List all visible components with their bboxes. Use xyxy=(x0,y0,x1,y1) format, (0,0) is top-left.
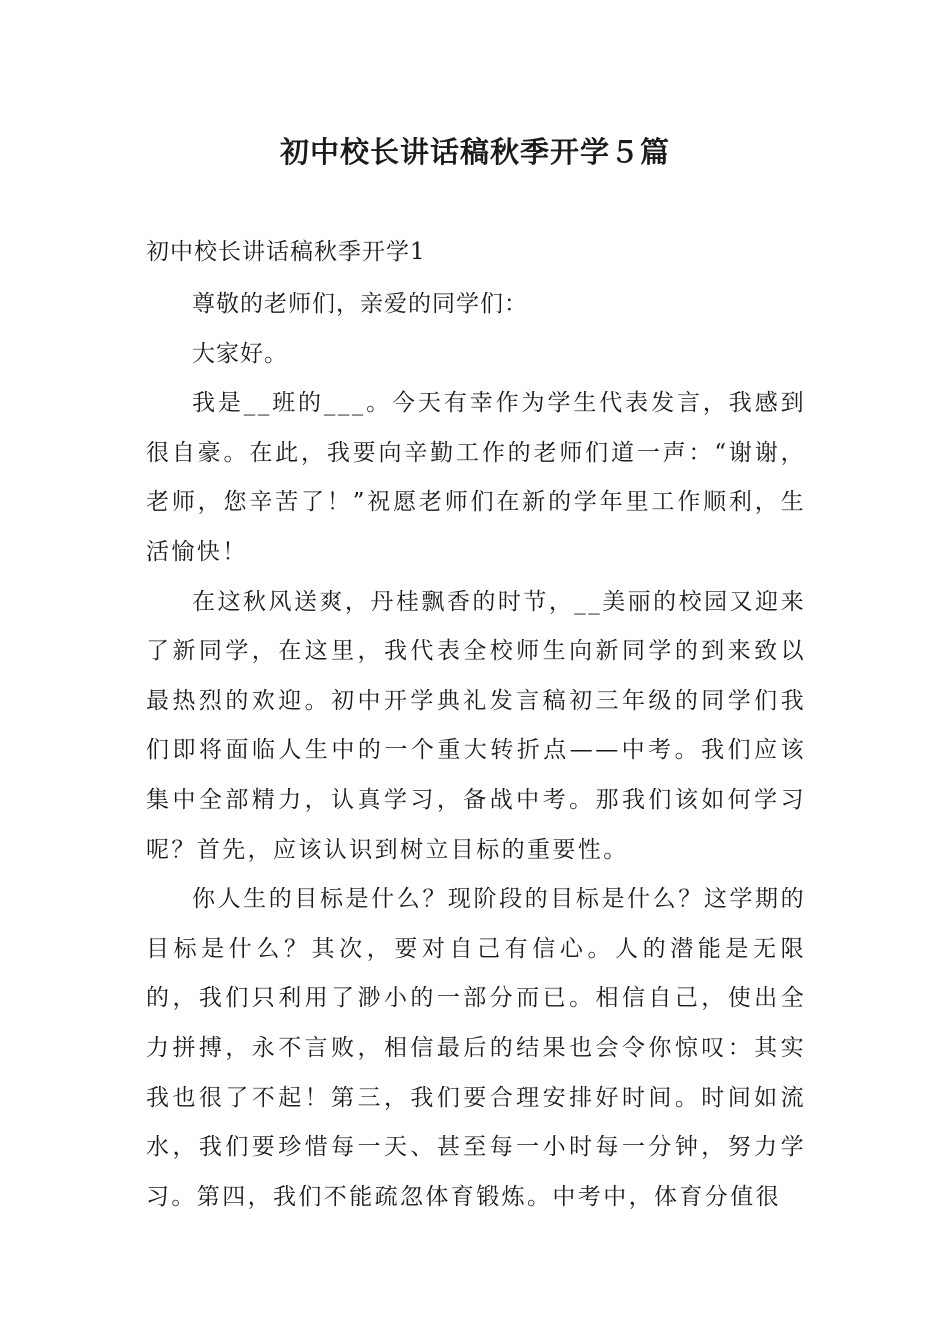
paragraph: 我是__班的___。今天有幸作为学生代表发言，我感到很自豪。在此，我要向辛勤工作的老师们道一声：“谢谢，老师，您辛苦了！”祝愿老师们在新的学年里工作顺利，生活愉快！ xyxy=(146,390,806,565)
document-title: 初中校长讲话稿秋季开学５篇 xyxy=(279,135,670,169)
paragraph: 在这秋风送爽，丹桂飘香的时节，__美丽的校园又迎来了新同学，在这里，我代表全校师生向新同学的到来致以最热烈的欢迎。初中开学典礼发言稿初三年级的同学们我们即将面临人生中的一个重大转折点——中考。我们应该集中全部精力，认真学习，备战中考。那我们该如何学习呢？首先，应该认识到树立目标的重要性。 xyxy=(146,588,806,863)
paragraph-salutation: 尊敬的老师们，亲爱的同学们： xyxy=(192,291,528,317)
paragraph: 你人生的目标是什么？现阶段的目标是什么？这学期的目标是什么？其次，要对自己有信心。人的潜能是无限的，我们只利用了渺小的一部分而已。相信自己，使出全力拼搏，永不言败，相信最后的结果也会令你惊叹：其实我也很了不起！第三，我们要合理安排好时间。时间如流水，我们要珍惜每一天、甚至每一小时每一分钟，努力学习。第四，我们不能疏忽体育锻炼。中考中，体育分值很 xyxy=(146,886,806,1210)
paragraph-greeting: 大家好。 xyxy=(192,340,288,367)
document-body xyxy=(146,280,806,1222)
section-heading: 初中校长讲话稿秋季开学1 xyxy=(146,239,426,265)
